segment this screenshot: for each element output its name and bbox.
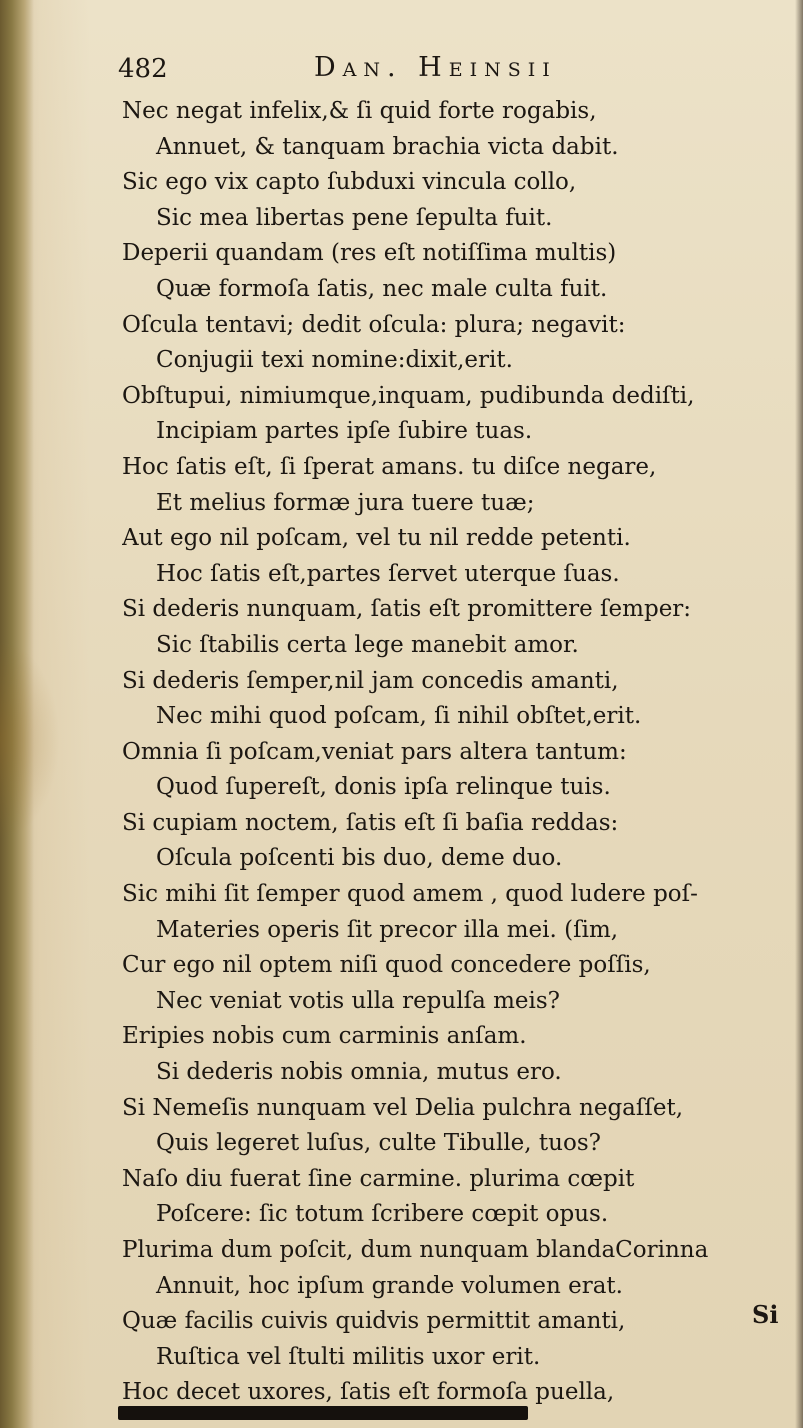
verse-line: Annuet, & tanquam brachia victa dabit. [156, 133, 619, 160]
page-header [118, 50, 758, 90]
verse-line: Poſcere: ſic totum ſcribere cœpit opus. [156, 1201, 609, 1228]
verse-line: Oſcula poſcenti bis duo, deme duo. [156, 845, 563, 872]
verse-line: Si cupiam noctem, ſatis eſt ſi baſia reddas: [122, 809, 619, 836]
verse-line: Deperii quandam (res eſt notiſſima multis) [122, 240, 617, 267]
bottom-rule [118, 1406, 528, 1420]
verse-line: Si dederis nobis omnia, mutus ero. [156, 1059, 562, 1086]
verse-line: Si dederis ſemper,nil jam concedis amanti, [122, 667, 619, 694]
verse-line: Si dederis nunquam, ſatis eſt promittere ſemper: [122, 596, 692, 623]
running-head: Dan. Heinsii [314, 52, 557, 83]
verse-line: Naſo diu fuerat ſine carmine. plurima cœpit [122, 1165, 635, 1192]
catchword: Si [752, 1300, 779, 1329]
verse-line: Quæ formoſa ſatis, nec male culta fuit. [156, 275, 608, 302]
verse-line: Obſtupui, nimiumque,inquam, pudibunda dediſti, [122, 382, 695, 409]
verse-text-block [122, 94, 792, 1411]
verse-line: Materies operis ſit precor illa mei. (ſim, [156, 916, 619, 943]
verse-line: Oſcula tentavi; dedit oſcula: plura; negavit: [122, 311, 626, 338]
verse-line: Cur ego nil optem niſi quod concedere poſſis, [122, 952, 651, 979]
verse-line: Annuit, hoc ipſum grande volumen erat. [156, 1272, 623, 1299]
verse-line: Plurima dum poſcit, dum nunquam blandaCorinna [122, 1237, 709, 1263]
verse-line: Quis legeret luſus, culte Tibulle, tuos? [156, 1130, 601, 1157]
paper-stain [0, 640, 60, 840]
verse-line: Eripies nobis cum carminis anſam. [122, 1023, 527, 1050]
page-right-edge [795, 0, 803, 1428]
verse-line: Ruſtica vel ſtulti militis uxor erit. [156, 1343, 541, 1370]
verse-line: Quod ſupereſt, donis ipſa relinque tuis. [156, 774, 611, 801]
verse-line: Quæ facilis cuivis quidvis permittit amanti, [122, 1308, 626, 1335]
verse-line: Et melius formæ jura tuere tuæ; [156, 489, 535, 516]
verse-line: Sic mea libertas pene ſepulta fuit. [156, 204, 553, 231]
page-number: 482 [118, 54, 168, 84]
verse-line: Nec veniat votis ulla repulſa meis? [156, 987, 561, 1014]
verse-line: Sic ſtabilis certa lege manebit amor. [156, 631, 579, 658]
verse-line: Hoc decet uxores, ſatis eſt formoſa puella, [122, 1379, 615, 1406]
verse-line: Hoc ſatis eſt,partes ſervet uterque ſuas. [156, 560, 620, 587]
verse-line: Hoc ſatis eſt, ſi ſperat amans. tu diſce negare, [122, 453, 657, 480]
verse-line: Conjugii texi nomine:dixit,erit. [156, 347, 513, 374]
verse-line: Aut ego nil poſcam, vel tu nil redde petenti. [122, 525, 631, 552]
verse-line: Nec negat infelix,& ſi quid forte rogabis, [122, 98, 597, 124]
verse-line: Nec mihi quod poſcam, ſi nihil obſtet,erit. [156, 703, 642, 730]
verse-line: Incipiam partes ipſe ſubire tuas. [156, 418, 533, 445]
verse-line: Omnia ſi poſcam,veniat pars altera tantum: [122, 738, 627, 765]
verse-line: Sic ego vix capto ſubduxi vincula collo, [122, 169, 577, 196]
verse-line: Si Nemeſis nunquam vel Delia pulchra negaſſet, [122, 1094, 684, 1121]
verse-line: Sic mihi ſit ſemper quod amem , quod ludere poſ- [122, 881, 698, 908]
